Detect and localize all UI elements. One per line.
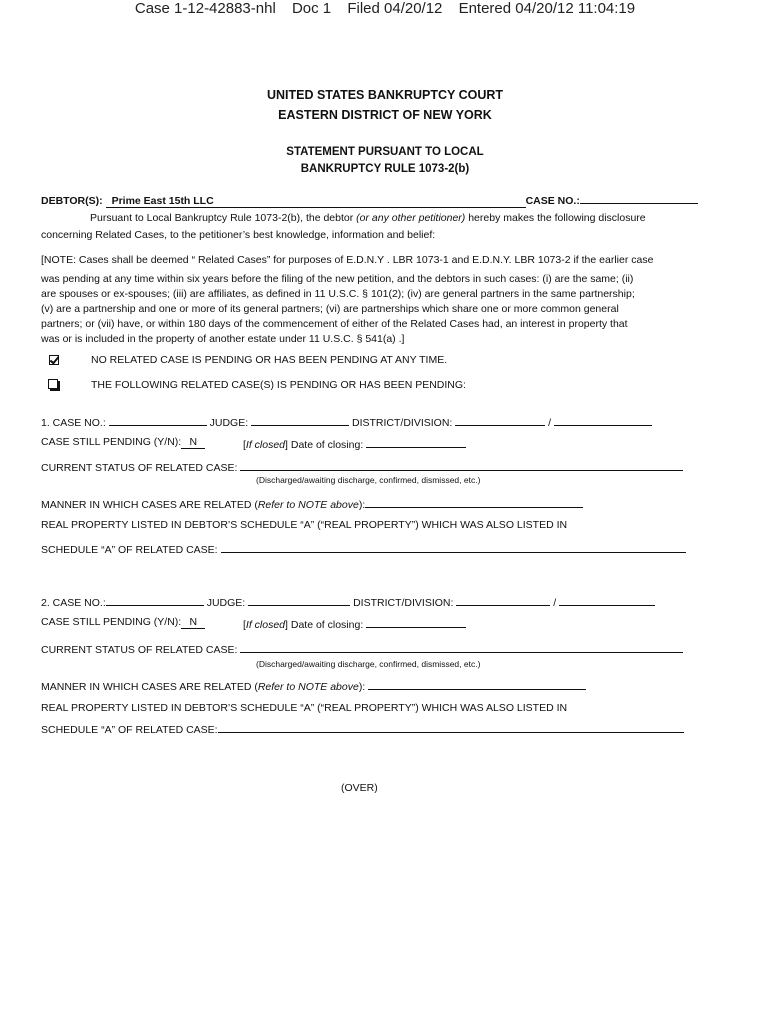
case1-case-no-label: 1. CASE NO.: <box>41 417 106 429</box>
note-line-1: [NOTE: Cases shall be deemed “ Related Cases” for purposes of E.D.N.Y . LBR 1073-1 and E.D.N.Y. LBR 1073-2 if the earlier case <box>41 254 654 266</box>
note-line-4: (v) are a partnership and one or more of its general partners; (vi) are partnerships which share one or more common general <box>41 303 619 315</box>
case1-judge-label: JUDGE: <box>209 417 249 429</box>
case2-pending-field[interactable]: N <box>181 616 205 629</box>
debtor-line <box>41 192 698 208</box>
case2-schedule-label: SCHEDULE “A” OF RELATED CASE: <box>41 724 218 736</box>
case2-manner-field[interactable] <box>368 678 586 690</box>
doc-number-stamp: Doc 1 <box>291 0 332 17</box>
case1-judge-field[interactable] <box>251 414 349 426</box>
following-option <box>48 379 58 392</box>
case1-real-property: REAL PROPERTY LISTED IN DEBTOR’S SCHEDULE “A” (“REAL PROPERTY”) WHICH WAS ALSO LISTED IN <box>41 519 568 531</box>
case1-district-label: DISTRICT/DIVISION: <box>351 417 453 429</box>
debtor-name-field[interactable] <box>106 195 526 208</box>
case2-status-field[interactable] <box>240 641 683 653</box>
case2-schedule-field[interactable] <box>218 721 684 733</box>
case2-division-field[interactable] <box>559 594 655 606</box>
case1-slash: / <box>548 417 552 429</box>
case1-division-field[interactable] <box>554 414 652 426</box>
case1-if-closed: If closed <box>245 439 286 451</box>
case1-date-closing-field[interactable] <box>366 436 466 448</box>
case1-case-no-field[interactable] <box>109 414 207 426</box>
case2-slash: / <box>553 597 557 609</box>
case2-closed-row: [If closed] Date of closing: <box>243 616 466 631</box>
case-no-field[interactable] <box>580 192 698 204</box>
filed-date-stamp: Filed 04/20/12 <box>347 0 443 17</box>
case1-status-label: CURRENT STATUS OF RELATED CASE: <box>41 462 238 474</box>
note-line-3: are spouses or ex-spouses; (iii) are affiliates, as defined in 11 U.S.C. § 101(2); (iv) are general partners in the same partnership; <box>41 288 635 300</box>
case1-manner-row: MANNER IN WHICH CASES ARE RELATED (Refer to NOTE above): <box>41 496 583 511</box>
debtor-name: Prime East 15th LLC <box>111 195 214 207</box>
filing-header <box>0 0 770 17</box>
case1-status-row <box>41 459 683 474</box>
case2-date-closing-field[interactable] <box>366 616 466 628</box>
statement-title: STATEMENT PURSUANT TO LOCAL <box>286 146 484 158</box>
case1-closed-row: [If closed] Date of closing: <box>243 436 466 451</box>
case-number-stamp: Case 1-12-42883-nhl <box>134 0 276 17</box>
case1-date-closing-label: ] Date of closing: <box>285 439 364 451</box>
case2-real-property: REAL PROPERTY LISTED IN DEBTOR’S SCHEDULE “A” (“REAL PROPERTY”) WHICH WAS ALSO LISTED IN <box>41 702 568 714</box>
case2-pending-row <box>41 616 205 629</box>
case2-row <box>41 594 655 609</box>
entered-date-stamp: Entered 04/20/12 11:04:19 <box>458 0 636 17</box>
case2-schedule-row <box>41 721 684 736</box>
case2-district-field[interactable] <box>456 594 550 606</box>
case1-pending-field[interactable]: N <box>181 436 205 449</box>
case2-date-closing-label: ] Date of closing: <box>285 619 364 631</box>
case2-if-closed: If closed <box>245 619 286 631</box>
debtor-label: DEBTOR(S): <box>41 195 103 207</box>
case2-status-row <box>41 641 683 656</box>
court-district: EASTERN DISTRICT OF NEW YORK <box>278 108 492 122</box>
statement-rule: BANKRUPTCY RULE 1073-2(b) <box>300 163 470 175</box>
case1-schedule-label: SCHEDULE “A” OF RELATED CASE: <box>41 544 218 556</box>
note-line-5: partners; or (vii) have, or within 180 days of the commencement of either of the Related Cases had, an interest in property that <box>41 318 628 330</box>
case1-pending-label: CASE STILL PENDING (Y/N): <box>41 436 182 448</box>
case2-district-label: DISTRICT/DIVISION: <box>353 597 454 609</box>
case2-status-hint: (Discharged/awaiting discharge, confirmed, dismissed, etc.) <box>256 659 481 669</box>
no-related-label: NO RELATED CASE IS PENDING OR HAS BEEN PENDING AT ANY TIME. <box>91 354 448 366</box>
case1-status-hint: (Discharged/awaiting discharge, confirmed, dismissed, etc.) <box>256 475 481 485</box>
case2-judge-field[interactable] <box>248 594 350 606</box>
case2-case-no-label: 2. CASE NO.: <box>41 597 106 609</box>
case2-manner-row: MANNER IN WHICH CASES ARE RELATED (Refer to NOTE above): <box>41 678 586 693</box>
case2-status-label: CURRENT STATUS OF RELATED CASE: <box>41 644 238 656</box>
case1-row <box>41 414 652 429</box>
no-related-option <box>49 355 59 368</box>
case1-district-field[interactable] <box>455 414 545 426</box>
note-line-2: was pending at any time within six years before the filing of the new petition, and the debtors in such cases: (i) are the same; (ii) <box>41 273 634 285</box>
following-checkbox[interactable] <box>48 379 58 389</box>
over-label: (OVER) <box>341 782 378 794</box>
following-label: THE FOLLOWING RELATED CASE(S) IS PENDING OR HAS BEEN PENDING: <box>91 379 466 391</box>
case1-schedule-field[interactable] <box>221 541 686 553</box>
intro-line-2: concerning Related Cases, to the petitioner’s best knowledge, information and belief: <box>41 229 436 241</box>
case2-case-no-field[interactable] <box>106 594 204 606</box>
case1-status-field[interactable] <box>240 459 683 471</box>
court-name: UNITED STATES BANKRUPTCY COURT <box>266 88 504 102</box>
case2-judge-label: JUDGE: <box>206 597 246 609</box>
case2-pending-label: CASE STILL PENDING (Y/N): <box>41 616 182 628</box>
note-line-6: was or is included in the property of another estate under 11 U.S.C. § 541(a) .] <box>41 333 405 345</box>
intro-line-1: Pursuant to Local Bankruptcy Rule 1073-2(b), the debtor (or any other petitioner) hereby makes the following disclosure <box>90 212 646 224</box>
case1-manner-field[interactable] <box>365 496 583 508</box>
case1-pending-row <box>41 436 205 449</box>
case1-schedule-row <box>41 541 686 556</box>
no-related-checkbox[interactable] <box>49 355 59 365</box>
case-no-label: CASE NO.: <box>525 195 580 207</box>
